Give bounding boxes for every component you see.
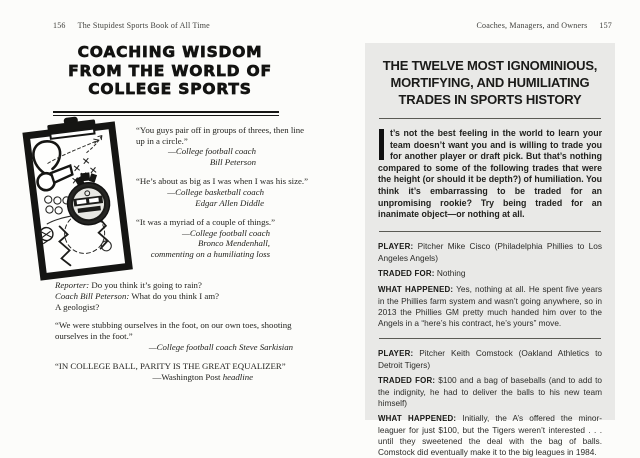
- quote-attribution: —College football coach Steve Sarkisian: [148, 341, 293, 352]
- right-title-line-2: MORTIFYING, AND HUMILIATING: [390, 75, 590, 90]
- quote-text: “He’s about as big as I was when I was his size.”: [136, 176, 308, 187]
- right-section-title: [378, 57, 602, 108]
- quote-attribution: Bill Peterson: [209, 156, 256, 167]
- quote-text: “You guys pair off in groups of threes, then line up in a circle.”: [136, 125, 305, 146]
- rule-after-title: [379, 118, 601, 119]
- quote-attribution: —College football coach: [182, 227, 270, 238]
- entry-traded-line: [378, 375, 602, 408]
- dialogue-text: Do you think it’s going to rain?: [89, 280, 202, 290]
- what-happened-label: WHAT HAPPENED:: [378, 414, 457, 424]
- quote-text: “IN COLLEGE BALL, PARITY IS THE GREAT EQUALIZER”: [55, 360, 286, 371]
- clipboard-playbook-illustration: [18, 108, 138, 294]
- traded-for-value: Nothing: [434, 267, 466, 278]
- quote-bill-peterson: [136, 125, 314, 167]
- entry-happened-line: [378, 284, 602, 328]
- quote-text: “We were stubbing ourselves in the foot, on our own toes, shooting ourselves in the foot.”: [55, 320, 292, 342]
- running-head-right: [360, 21, 612, 30]
- right-title-line-3: TRADES IN SPORTS HISTORY: [398, 92, 582, 107]
- gray-feature-panel: [365, 43, 615, 457]
- player-label: PLAYER:: [378, 241, 414, 251]
- intro-paragraph: [378, 128, 602, 221]
- dialogue-line: [55, 280, 307, 291]
- left-title-line-3: COLLEGE SPORTS: [88, 80, 252, 98]
- entry-player-line: [378, 348, 602, 371]
- traded-for-label: TRADED FOR:: [378, 376, 436, 386]
- trade-entry-keith-comstock: [378, 348, 602, 457]
- quote-washington-post: [55, 361, 307, 383]
- dialogue-text: A geologist?: [55, 301, 100, 312]
- left-title-line-1: COACHING WISDOM: [77, 43, 263, 61]
- dialogue-speaker: Reporter:: [55, 280, 90, 290]
- quote-bronco-mendenhall: [136, 217, 314, 259]
- traded-for-label: TRADED FOR:: [378, 268, 435, 278]
- dialogue-rain-geologist: [55, 280, 307, 312]
- attribution-source: —Washington Post: [152, 371, 223, 382]
- quote-attribution: —College basketball coach: [167, 186, 264, 197]
- dialogue-text: What do you think I am?: [129, 290, 220, 301]
- quote-edgar-diddle: [136, 176, 314, 208]
- running-head-right-text: Coaches, Managers, and Owners: [476, 21, 588, 30]
- player-label: PLAYER:: [378, 349, 414, 359]
- running-head-left: [53, 21, 210, 30]
- entry-happened-line: [378, 413, 602, 457]
- attribution-descriptor: headline: [222, 371, 253, 382]
- quote-attribution: commenting on a humiliating loss: [150, 248, 270, 259]
- entry-player-line: [378, 241, 602, 264]
- right-title-line-1: THE TWELVE MOST IGNOMINIOUS,: [382, 58, 598, 73]
- trade-entry-mike-cisco: [378, 241, 602, 329]
- left-chapter-title: [18, 43, 322, 99]
- player-value: Pitcher Keith Comstock (Oakland Athletics to Detroit Tigers): [378, 348, 602, 371]
- rule-after-intro: [379, 231, 601, 232]
- quote-attribution: Bronco Mendenhall,: [198, 238, 270, 249]
- rule-between-entries: [379, 338, 601, 339]
- quote-attribution: Edgar Allen Diddle: [195, 197, 264, 208]
- what-happened-label: WHAT HAPPENED:: [378, 285, 454, 295]
- quote-attribution: [55, 372, 307, 383]
- running-head-left-text: The Stupidest Sports Book of All Time: [77, 21, 210, 30]
- lower-quotes-block: [55, 280, 307, 390]
- entry-traded-line: [378, 268, 602, 280]
- player-value: Pitcher Mike Cisco (Philadelphia Phillies to Los Angeles Angels): [378, 240, 602, 263]
- dialogue-speaker: Coach Bill Peterson:: [55, 290, 130, 301]
- quote-steve-sarkisian: [55, 320, 307, 352]
- dialogue-line: [55, 302, 307, 313]
- intro-text: t’s not the best feeling in the world to learn your team doesn’t want you and is willing to trade you for another player or draft pick. But that’s nothing compared to some of the following trades that were the height (or should it be depth?) of humiliation. You think it’s embarrassing to be traded for an unpromising rookie? Try being traded for an inanimate object—or nothing at all.: [378, 128, 602, 220]
- page-number-right: 157: [599, 21, 612, 30]
- traded-for-value: $100 and a bag of baseballs (and to add to the indignity, he had to deliver the balls to his new team himself): [378, 375, 602, 409]
- left-title-line-2: FROM THE WORLD OF: [68, 61, 272, 80]
- quote-text: “It was a myriad of a couple of things.”: [136, 217, 275, 228]
- what-happened-value: Initially, the A’s offered the minor-leaguer for just $100, but the Tigers weren’t interested . . . until they sweetened the deal with the bag of balls. Comstock did eventually make it to the big leagues in 1984.: [378, 413, 602, 457]
- dialogue-line: [55, 291, 307, 302]
- drop-cap-i: [379, 129, 384, 160]
- quotes-column: [136, 125, 314, 269]
- page-number-left: 156: [53, 21, 66, 30]
- what-happened-value: Yes, nothing at all. He spent five years in the Phillies farm system and wasn’t going anywhere, so in 2013 the Phillies GM pretty much handed him over to the Angels in a “here’s his contract, he’s yours” move.: [378, 284, 602, 328]
- quote-attribution: —College football coach: [168, 146, 256, 157]
